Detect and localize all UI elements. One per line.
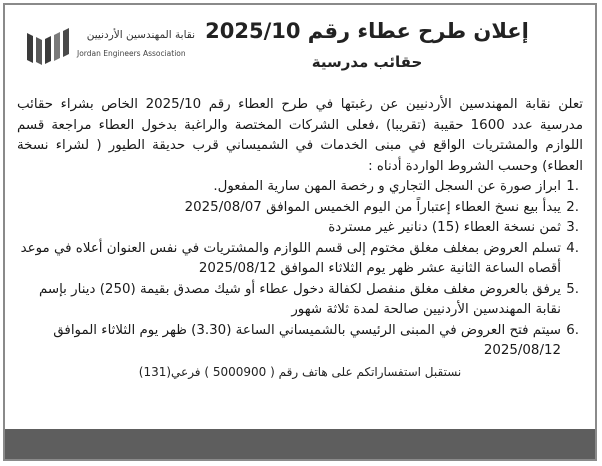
logo-english-text: Jordan Engineers Association — [77, 49, 186, 58]
announcement-title: إعلان طرح عطاء رقم 2025/10 — [205, 19, 529, 43]
item-text: يبدأ بيع نسخ العطاء إعتباراً من اليوم الخميس الموافق 2025/08/07 — [184, 199, 561, 215]
list-item — [17, 177, 583, 198]
item-number: 2. — [566, 199, 579, 215]
item-number: 4. — [566, 240, 579, 256]
logo-arabic-text: نقابة المهندسين الأردنيين — [86, 29, 195, 41]
list-item — [17, 218, 583, 239]
item-number: 3. — [566, 220, 579, 235]
announcement-subtitle: حقائب مدرسية — [311, 53, 423, 71]
list-item — [17, 198, 583, 219]
item-text: تسلم العروض بمغلف مغلق مختوم إلى قسم اللوازم والمشتريات في نفس العنوان أعلاه في موعد أقصاه الساعة الثانية عشر ظهر يوم الثلاثاء الموافق 2025/08/12 — [20, 240, 561, 276]
intro-paragraph: تعلن نقابة المهندسين الأردنيين عن رغبتها في طرح العطاء رقم 2025/10 الخاص بشراء حقائب مدرسية عدد 1600 حقيبة (تقريبا) ،فعلى الشركات المختصة والراغبة بدخول العطاء مراجعة قسم اللوازم والمشتريات الواقع في مبنى الخدمات في الشميساني قرب حديقة الطيور ( لشراء نسخة العطاء) وحسب الشروط الواردة أدناه : — [17, 97, 584, 174]
item-number: 6. — [566, 322, 579, 338]
item-number: 1. — [566, 179, 579, 194]
footer-bar — [5, 429, 595, 459]
announcement-frame — [3, 3, 597, 461]
item-text: ابراز صورة عن السجل التجاري و رخصة المهن سارية المفعول. — [213, 179, 561, 194]
contact-line: نستقبل استفساراتكم على هاتف رقم ( 5000900 ) فرعي(131) — [138, 364, 462, 379]
item-text: يرفق بالعروض مغلف مغلق منفصل لكفالة دخول عطاء أو شيك مصدق بقيمة (250) دينار بإسم نقابة المهندسين الأردنيين صالحة لمدة ثلاثة شهور — [38, 281, 561, 317]
list-item — [17, 280, 583, 321]
jea-logo-icon — [25, 25, 71, 69]
conditions-list — [17, 177, 583, 362]
list-item — [17, 239, 583, 280]
announcement-body — [17, 95, 583, 382]
item-number: 5. — [566, 281, 579, 297]
jea-logo — [25, 25, 195, 69]
item-text: سيتم فتح العروض في المبنى الرئيسي بالشميساني الساعة (3.30) ظهر يوم الثلاثاء الموافق 2025/08/12 — [53, 322, 561, 358]
header — [5, 5, 595, 93]
list-item — [17, 321, 583, 362]
item-text: ثمن نسخة العطاء (15) دنانير غير مستردة — [328, 220, 561, 235]
